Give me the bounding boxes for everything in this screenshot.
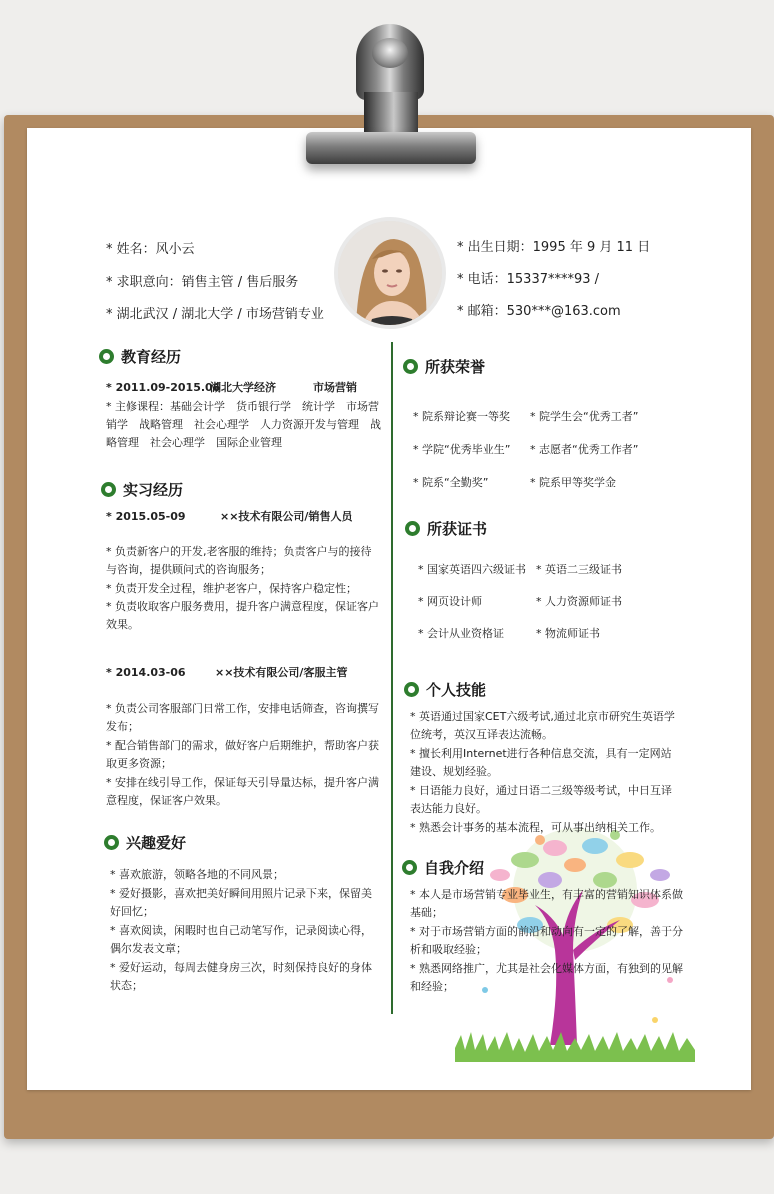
binder-clip-neck (364, 92, 418, 136)
cert-item: * 国家英语四六级证书 (418, 563, 526, 576)
honor-item: * 学院“优秀毕业生” (413, 443, 511, 456)
job-intent-field: * 求职意向：销售主管 / 售后服务 (106, 275, 299, 290)
hobby-item: * 喜欢阅读，闲暇时也自己动笔写作，记录阅读心得，偶尔发表文章； (110, 924, 372, 955)
internship-title: 实习经历 (123, 481, 184, 499)
honor-item: * 院学生会“优秀工者” (530, 410, 639, 423)
phone-field: * 电话：15337****93 / (457, 272, 600, 287)
skill-item: * 日语能力良好，通过日语二三级等级考试，中日互译表达能力良好。 (410, 784, 672, 815)
binder-clip-icon (356, 24, 424, 100)
honor-item: * 院系“全勤奖” (413, 476, 489, 489)
birth-field: * 出生日期：1995 年 9 月 11 日 (457, 240, 651, 255)
hobby-item: * 爱好运动，每周去健身房三次，时刻保持良好的身体状态； (110, 961, 372, 992)
honors-list (413, 408, 713, 488)
job2-company: ××技术有限公司/客服主管 (215, 666, 348, 679)
honors-title: 所获荣誉 (425, 358, 486, 376)
certs-list (418, 561, 718, 641)
school-field: * 湖北武汉 / 湖北大学 / 市场营销专业 (106, 307, 324, 322)
intro-item: * 本人是市场营销专业毕业生，有丰富的营销知识体系做基础； (410, 888, 683, 919)
honor-item: * 志愿者“优秀工作者” (530, 443, 639, 456)
job1-company: ××技术有限公司/销售人员 (220, 510, 353, 523)
section-dot-icon (104, 835, 119, 850)
job2-duty: * 配合销售部门的需求，做好客户后期维护，帮助客户获取更多资源； (106, 739, 379, 770)
avatar (334, 217, 446, 329)
job2-duty: * 负责公司客服部门日常工作，安排电话筛查，咨询撰写发布； (106, 702, 379, 733)
section-dot-icon (405, 521, 420, 536)
job1-duty: * 负责开发全过程，维护老客户，保持客户稳定性； (106, 582, 357, 595)
hobby-item: * 喜欢旅游，领略各地的不同风景； (110, 868, 284, 881)
education-heading (99, 346, 181, 367)
cert-item: * 人力资源师证书 (536, 595, 622, 608)
skills-heading (404, 679, 486, 700)
education-courses: * 主修课程：基础会计学 货币银行学 统计学 市场营销学 战略管理 社会心理学 人力资源开发与管理 战略管理 社会心理学 国际企业管理 (106, 400, 381, 449)
honors-heading (403, 356, 485, 377)
binder-clip-base (306, 132, 476, 164)
education-major: 市场营销 (313, 381, 357, 394)
education-title: 教育经历 (121, 348, 182, 366)
job2-period: * 2014.03-06 (106, 666, 186, 679)
honor-item: * 院系甲等奖学金 (530, 476, 616, 489)
job1-period: * 2015.05-09 (106, 510, 186, 523)
portrait-photo-icon (338, 221, 442, 325)
name-field: * 姓名：风小云 (106, 242, 195, 257)
education-period: * 2011.09-2015.06 (106, 381, 221, 394)
hobby-item: * 爱好摄影，喜欢把美好瞬间用照片记录下来，保留美好回忆； (110, 887, 372, 918)
hobbies-title: 兴趣爱好 (126, 834, 187, 852)
cert-item: * 物流师证书 (536, 627, 600, 640)
certs-title: 所获证书 (427, 520, 488, 538)
intro-heading (402, 857, 484, 878)
cert-item: * 会计从业资格证 (418, 627, 504, 640)
section-dot-icon (402, 860, 417, 875)
education-school: 湖北大学经济 (210, 381, 276, 394)
certs-heading (405, 518, 487, 539)
section-dot-icon (404, 682, 419, 697)
section-dot-icon (101, 482, 116, 497)
section-dot-icon (403, 359, 418, 374)
internship-heading (101, 479, 183, 500)
intro-item: * 对于市场营销方面的前沿和动向有一定的了解，善于分析和吸取经验； (410, 925, 683, 956)
skill-item: * 熟悉会计事务的基本流程，可从事出纳相关工作。 (410, 821, 661, 834)
job2-duty: * 安排在线引导工作，保证每天引导量达标，提升客户满意程度，保证客户效果。 (106, 776, 379, 807)
column-divider (391, 342, 393, 1014)
cert-item: * 网页设计师 (418, 595, 482, 608)
cert-item: * 英语二三级证书 (536, 563, 622, 576)
job1-duty: * 负责收取客户服务费用，提升客户满意程度，保证客户效果。 (106, 600, 379, 631)
email-field: * 邮箱：530***@163.com (457, 304, 621, 319)
hobbies-heading (104, 832, 186, 853)
honor-item: * 院系辩论赛一等奖 (413, 410, 510, 423)
intro-title: 自我介绍 (424, 859, 485, 877)
skill-item: * 擅长利用Internet进行各种信息交流，具有一定网站建设、规划经验。 (410, 747, 672, 778)
skill-item: * 英语通过国家CET六级考试,通过北京市研究生英语学位统考，英汉互译表达流畅。 (410, 710, 675, 741)
job1-duty: * 负责新客户的开发,老客服的维持；负责客户与的接待与咨询，提供顾问式的咨询服务； (106, 545, 372, 576)
skills-title: 个人技能 (426, 681, 487, 699)
section-dot-icon (99, 349, 114, 364)
intro-item: * 熟悉网络推广，尤其是社会化媒体方面，有独到的见解和经验； (410, 962, 683, 993)
